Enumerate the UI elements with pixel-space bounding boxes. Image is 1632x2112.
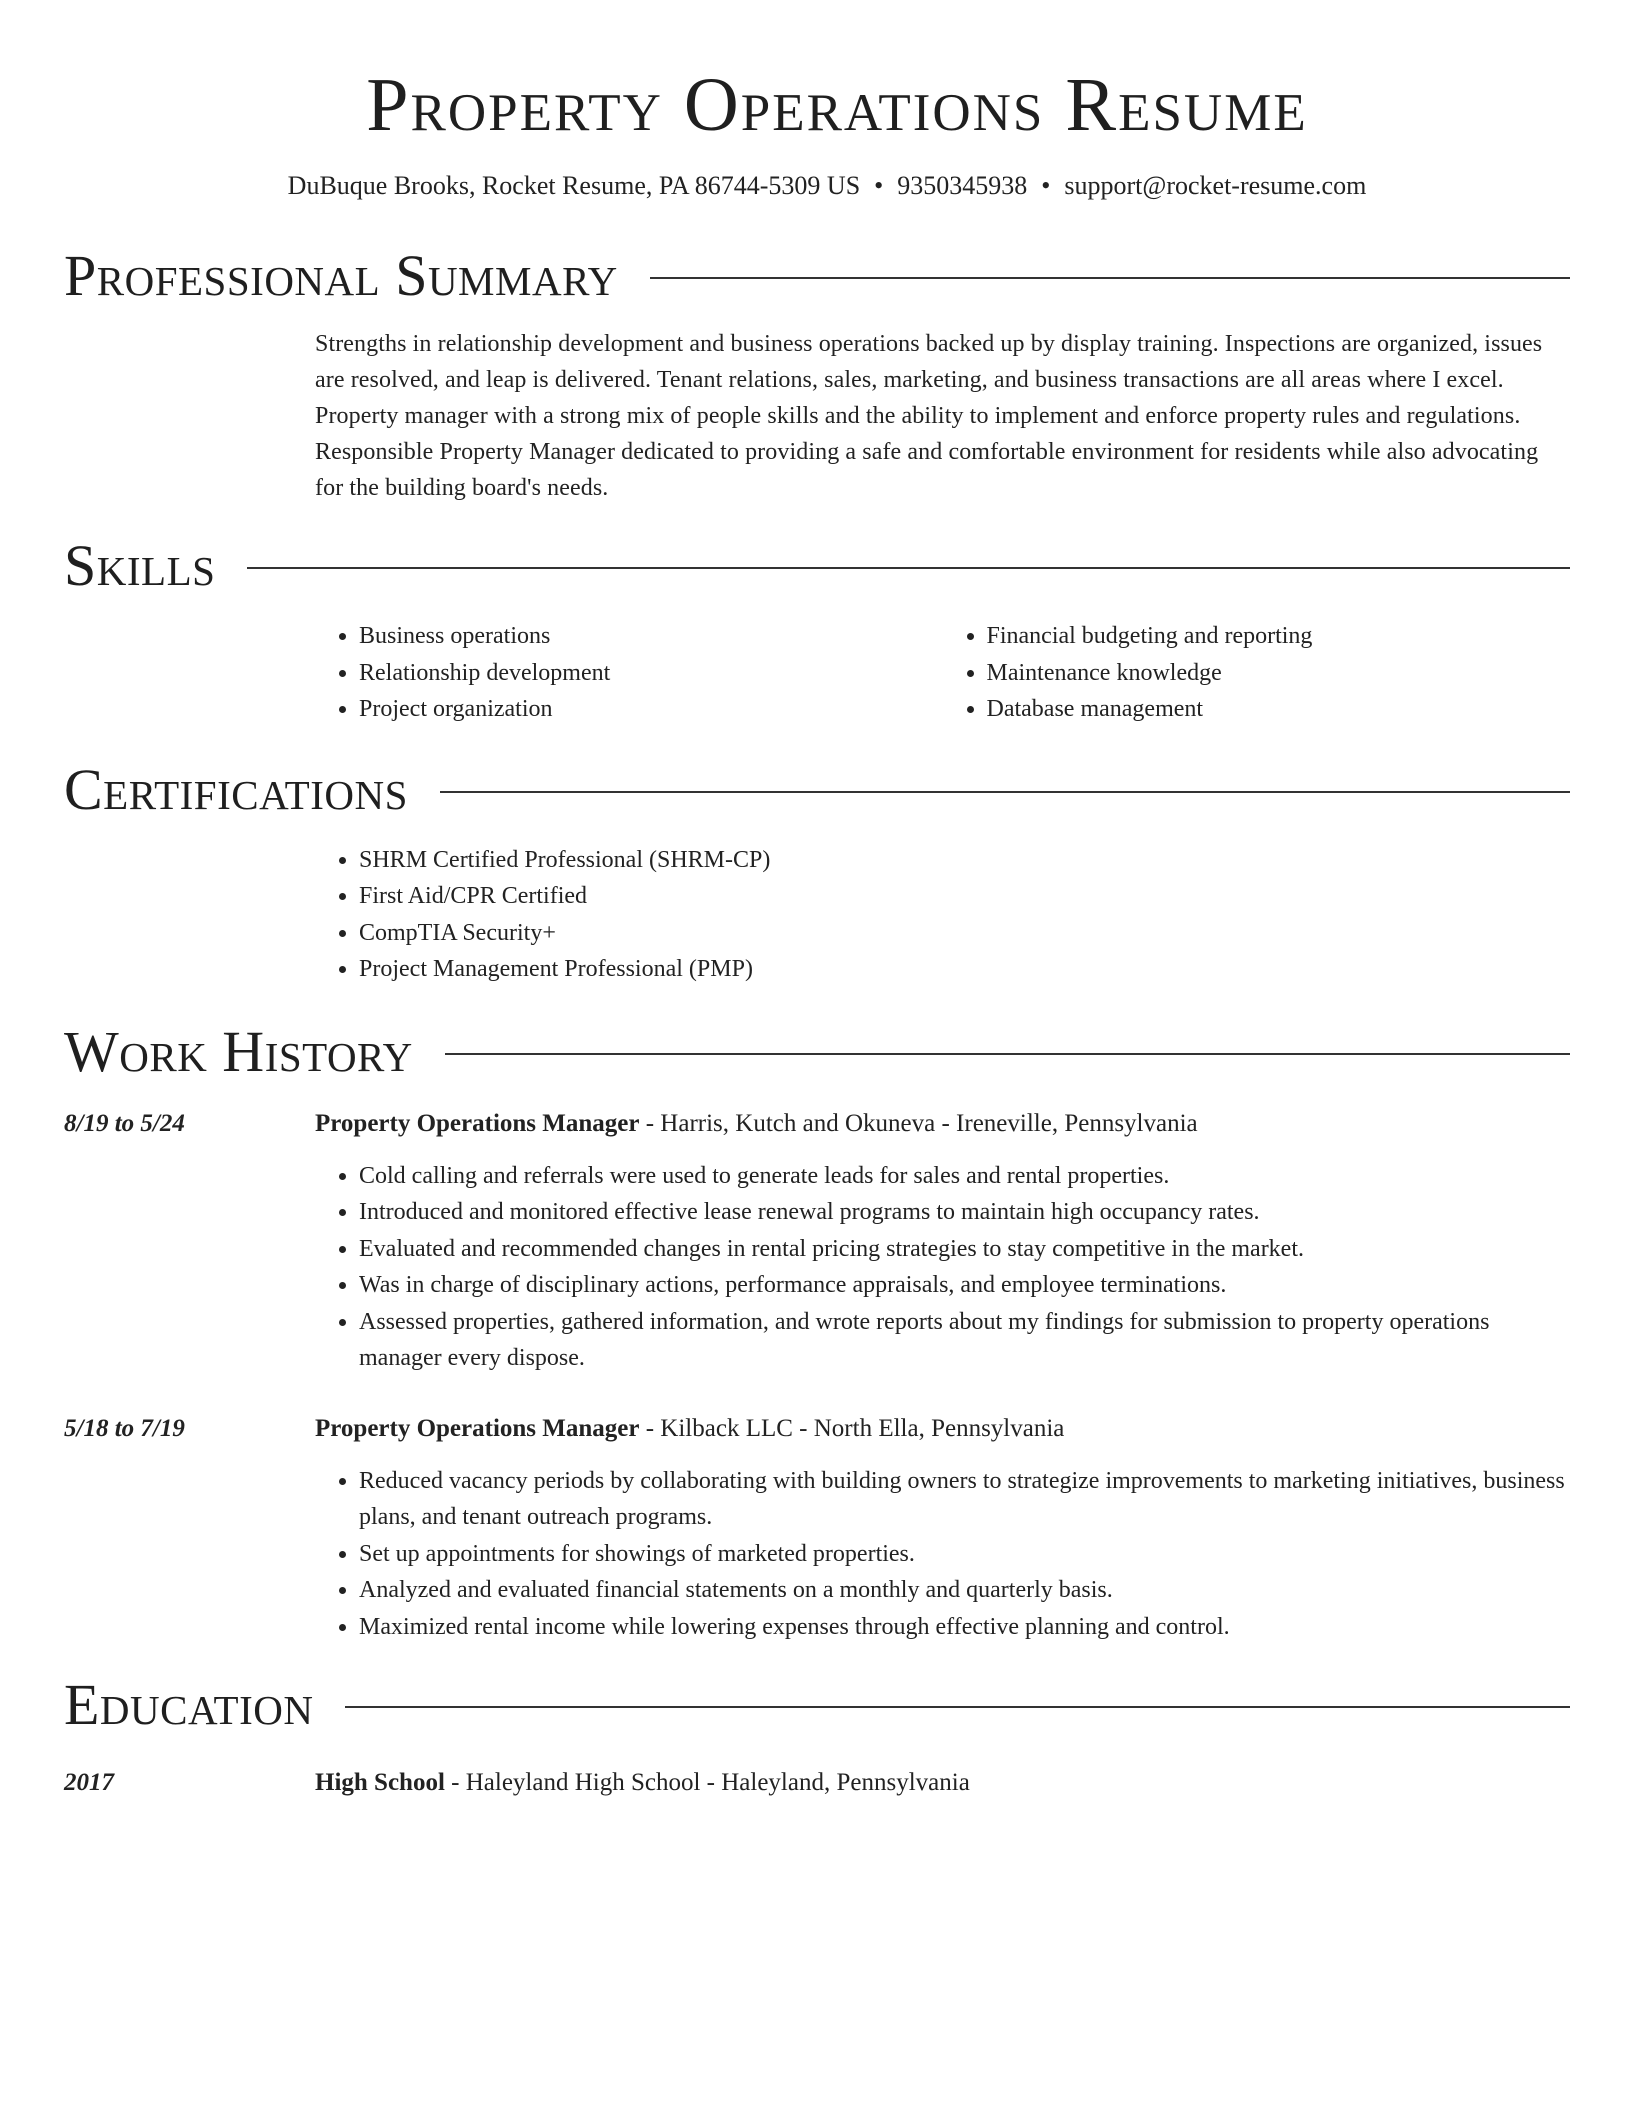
certifications-list bbox=[315, 842, 1570, 988]
job-bullet: • Cold calling and referrals were used to generate leads for sales and rental properties. bbox=[359, 1158, 1570, 1195]
skill-item: • Maintenance knowledge bbox=[987, 655, 1571, 692]
resume-page bbox=[64, 0, 1570, 1801]
work-section-header bbox=[64, 1020, 1570, 1084]
skill-item: • Project organization bbox=[359, 691, 943, 728]
job-bullet: • Was in charge of disciplinary actions, performance appraisals, and employee terminations. bbox=[359, 1267, 1570, 1304]
job-heading bbox=[315, 1411, 1570, 1447]
education-degree: High School bbox=[315, 1769, 445, 1796]
job-employer-location: - Harris, Kutch and Okuneva - Ireneville, Pennsylvania bbox=[639, 1109, 1198, 1137]
contact-phone: 9350345938 bbox=[897, 171, 1028, 200]
resume-title: Property Operations Resume bbox=[366, 63, 1308, 147]
skills-list bbox=[315, 618, 1570, 728]
section-divider bbox=[440, 791, 1570, 793]
job-employer-location: - Kilback LLC - North Ella, Pennsylvania bbox=[639, 1414, 1065, 1442]
job-entry bbox=[64, 1411, 1570, 1646]
certifications-section-header bbox=[64, 758, 1570, 822]
skill-item: • Database management bbox=[987, 691, 1571, 728]
education-school-location: - Haleyland High School - Haleyland, Pennsylvania bbox=[444, 1769, 970, 1796]
job-bullet: • Reduced vacancy periods by collaborating with building owners to strategize improvements to marketing initiatives, business plans, and tenant outreach programs. bbox=[359, 1463, 1570, 1536]
education-year: 2017 bbox=[64, 1769, 114, 1796]
section-divider bbox=[445, 1053, 1570, 1055]
job-entry bbox=[64, 1106, 1570, 1377]
section-divider bbox=[650, 277, 1570, 279]
job-bullets bbox=[315, 1463, 1570, 1646]
section-title-summary: Professional Summary bbox=[64, 243, 618, 308]
summary-text: Strengths in relationship development and business operations backed up by display training. Inspections are organized, issues are resolved, and leap is delivered. Tenant relations, sales, marketing, and business transactions are all areas where I excel. Property manager with a strong mix of people skills and the ability to implement and enforce property rules and regulations. Responsible Property Manager dedicated to providing a safe and comfortable environment for residents while also advocating for the building board's needs. bbox=[315, 331, 1543, 501]
skill-item: • Relationship development bbox=[359, 655, 943, 692]
contact-email[interactable]: support@rocket-resume.com bbox=[1064, 171, 1367, 200]
skills-section-header bbox=[64, 534, 1570, 598]
section-divider bbox=[345, 1706, 1570, 1708]
contact-line bbox=[84, 168, 1570, 204]
job-bullet: • Maximized rental income while lowering expenses through effective planning and control. bbox=[359, 1609, 1570, 1646]
job-dates: 5/18 to 7/19 bbox=[64, 1414, 185, 1442]
certification-item: • SHRM Certified Professional (SHRM-CP) bbox=[359, 842, 1570, 879]
job-dates: 8/19 to 5/24 bbox=[64, 1109, 185, 1137]
certification-item: • CompTIA Security+ bbox=[359, 915, 1570, 952]
job-title: Property Operations Manager bbox=[315, 1414, 640, 1442]
contact-separator: • bbox=[874, 171, 884, 200]
education-entry bbox=[64, 1765, 1570, 1801]
skills-column-left bbox=[315, 618, 943, 728]
job-bullet: • Set up appointments for showings of marketed properties. bbox=[359, 1536, 1570, 1573]
certification-item: • Project Management Professional (PMP) bbox=[359, 951, 1570, 988]
certification-item: • First Aid/CPR Certified bbox=[359, 878, 1570, 915]
contact-address: DuBuque Brooks, Rocket Resume, PA 86744-5309 US bbox=[287, 171, 861, 200]
section-divider bbox=[247, 567, 1570, 569]
job-bullet: • Evaluated and recommended changes in rental pricing strategies to stay competitive in the market. bbox=[359, 1231, 1570, 1268]
contact-separator: • bbox=[1041, 171, 1051, 200]
summary-section-header bbox=[64, 244, 1570, 308]
job-heading bbox=[315, 1106, 1570, 1142]
job-title: Property Operations Manager bbox=[315, 1109, 640, 1137]
section-title-certifications: Certifications bbox=[64, 756, 408, 822]
education-section-header bbox=[64, 1673, 1570, 1737]
skills-column-right bbox=[943, 618, 1571, 728]
section-title-education: Education bbox=[64, 1672, 314, 1737]
section-title-skills: Skills bbox=[64, 533, 216, 598]
job-bullets bbox=[315, 1158, 1570, 1377]
job-bullet: • Analyzed and evaluated financial statements on a monthly and quarterly basis. bbox=[359, 1572, 1570, 1609]
job-bullet: • Introduced and monitored effective lease renewal programs to maintain high occupancy rates. bbox=[359, 1194, 1570, 1231]
job-bullet: • Assessed properties, gathered information, and wrote reports about my findings for submission to property operations manager every dispose. bbox=[359, 1304, 1570, 1377]
skill-item: • Business operations bbox=[359, 618, 943, 655]
section-title-work: Work History bbox=[64, 1018, 413, 1084]
skill-item: • Financial budgeting and reporting bbox=[987, 618, 1571, 655]
education-heading bbox=[315, 1765, 970, 1801]
